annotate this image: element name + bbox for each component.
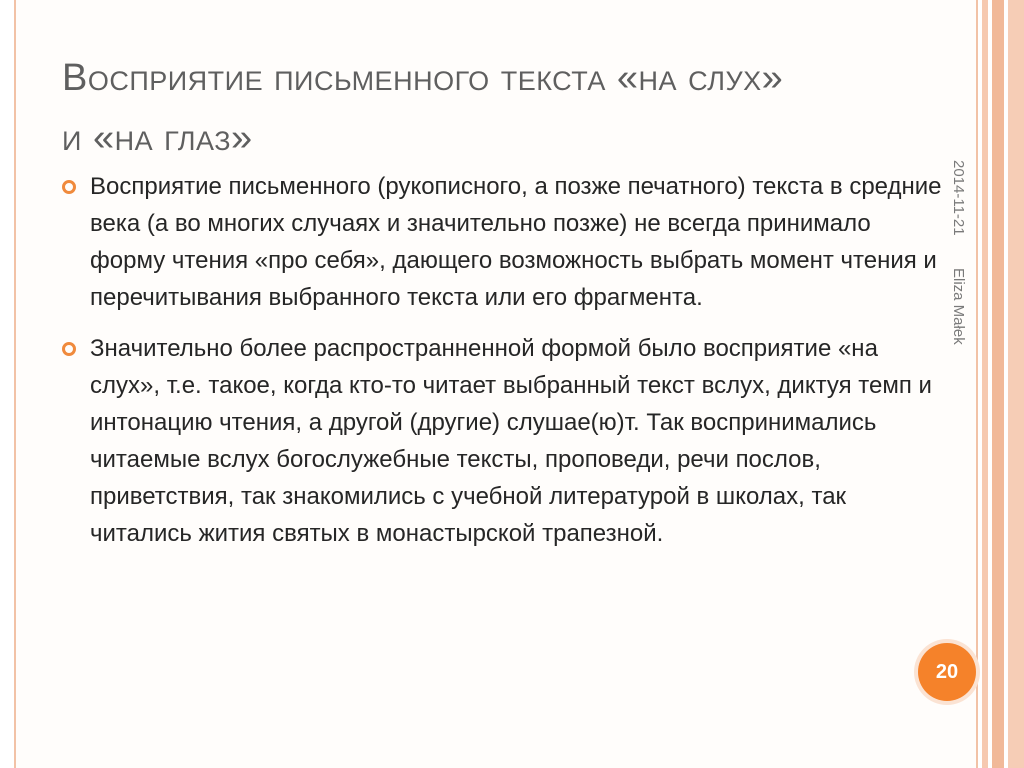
bullet-item bbox=[62, 330, 942, 552]
bullet-text: Значительно более распространненной формой было восприятие «на слух», т.е. такое, когда кто-то читает выбранный текст вслух, диктуя темп и интонацию чтения, а другой (другие) слушае(ю)т. Так воспринимались читаемые вслух богослужебные тексты, проповеди, речи послов, приветствия, так знакомились с учебной литературой в школах, так читались жития святых в монастырской трапезной. bbox=[90, 335, 932, 547]
bullet-text: Восприятие письменного (рукописного, а позже печатного) текста в средние века (а во многих случаях и значительно позже) не всегда принимало форму чтения «про себя», дающего возможность выбрать момент чтения и перечитывания выбранного текста или его фрагмента. bbox=[90, 173, 942, 311]
title-line-2: и «на глаз» bbox=[62, 117, 253, 159]
page-number-badge bbox=[918, 643, 976, 701]
slide-title bbox=[62, 48, 922, 168]
decorative-stripes bbox=[978, 0, 1024, 768]
title-line-1: Восприятие письменного текста «на слух» bbox=[62, 57, 784, 99]
slide-author: Eliza Małek bbox=[950, 267, 967, 345]
slide-date: 2014-11-21 bbox=[950, 160, 967, 236]
side-label bbox=[948, 160, 968, 345]
ring-bullet-icon bbox=[62, 180, 76, 194]
ring-bullet-icon bbox=[62, 342, 76, 356]
bullet-item bbox=[62, 168, 942, 316]
page-number: 20 bbox=[935, 660, 959, 683]
slide-content bbox=[62, 168, 942, 566]
